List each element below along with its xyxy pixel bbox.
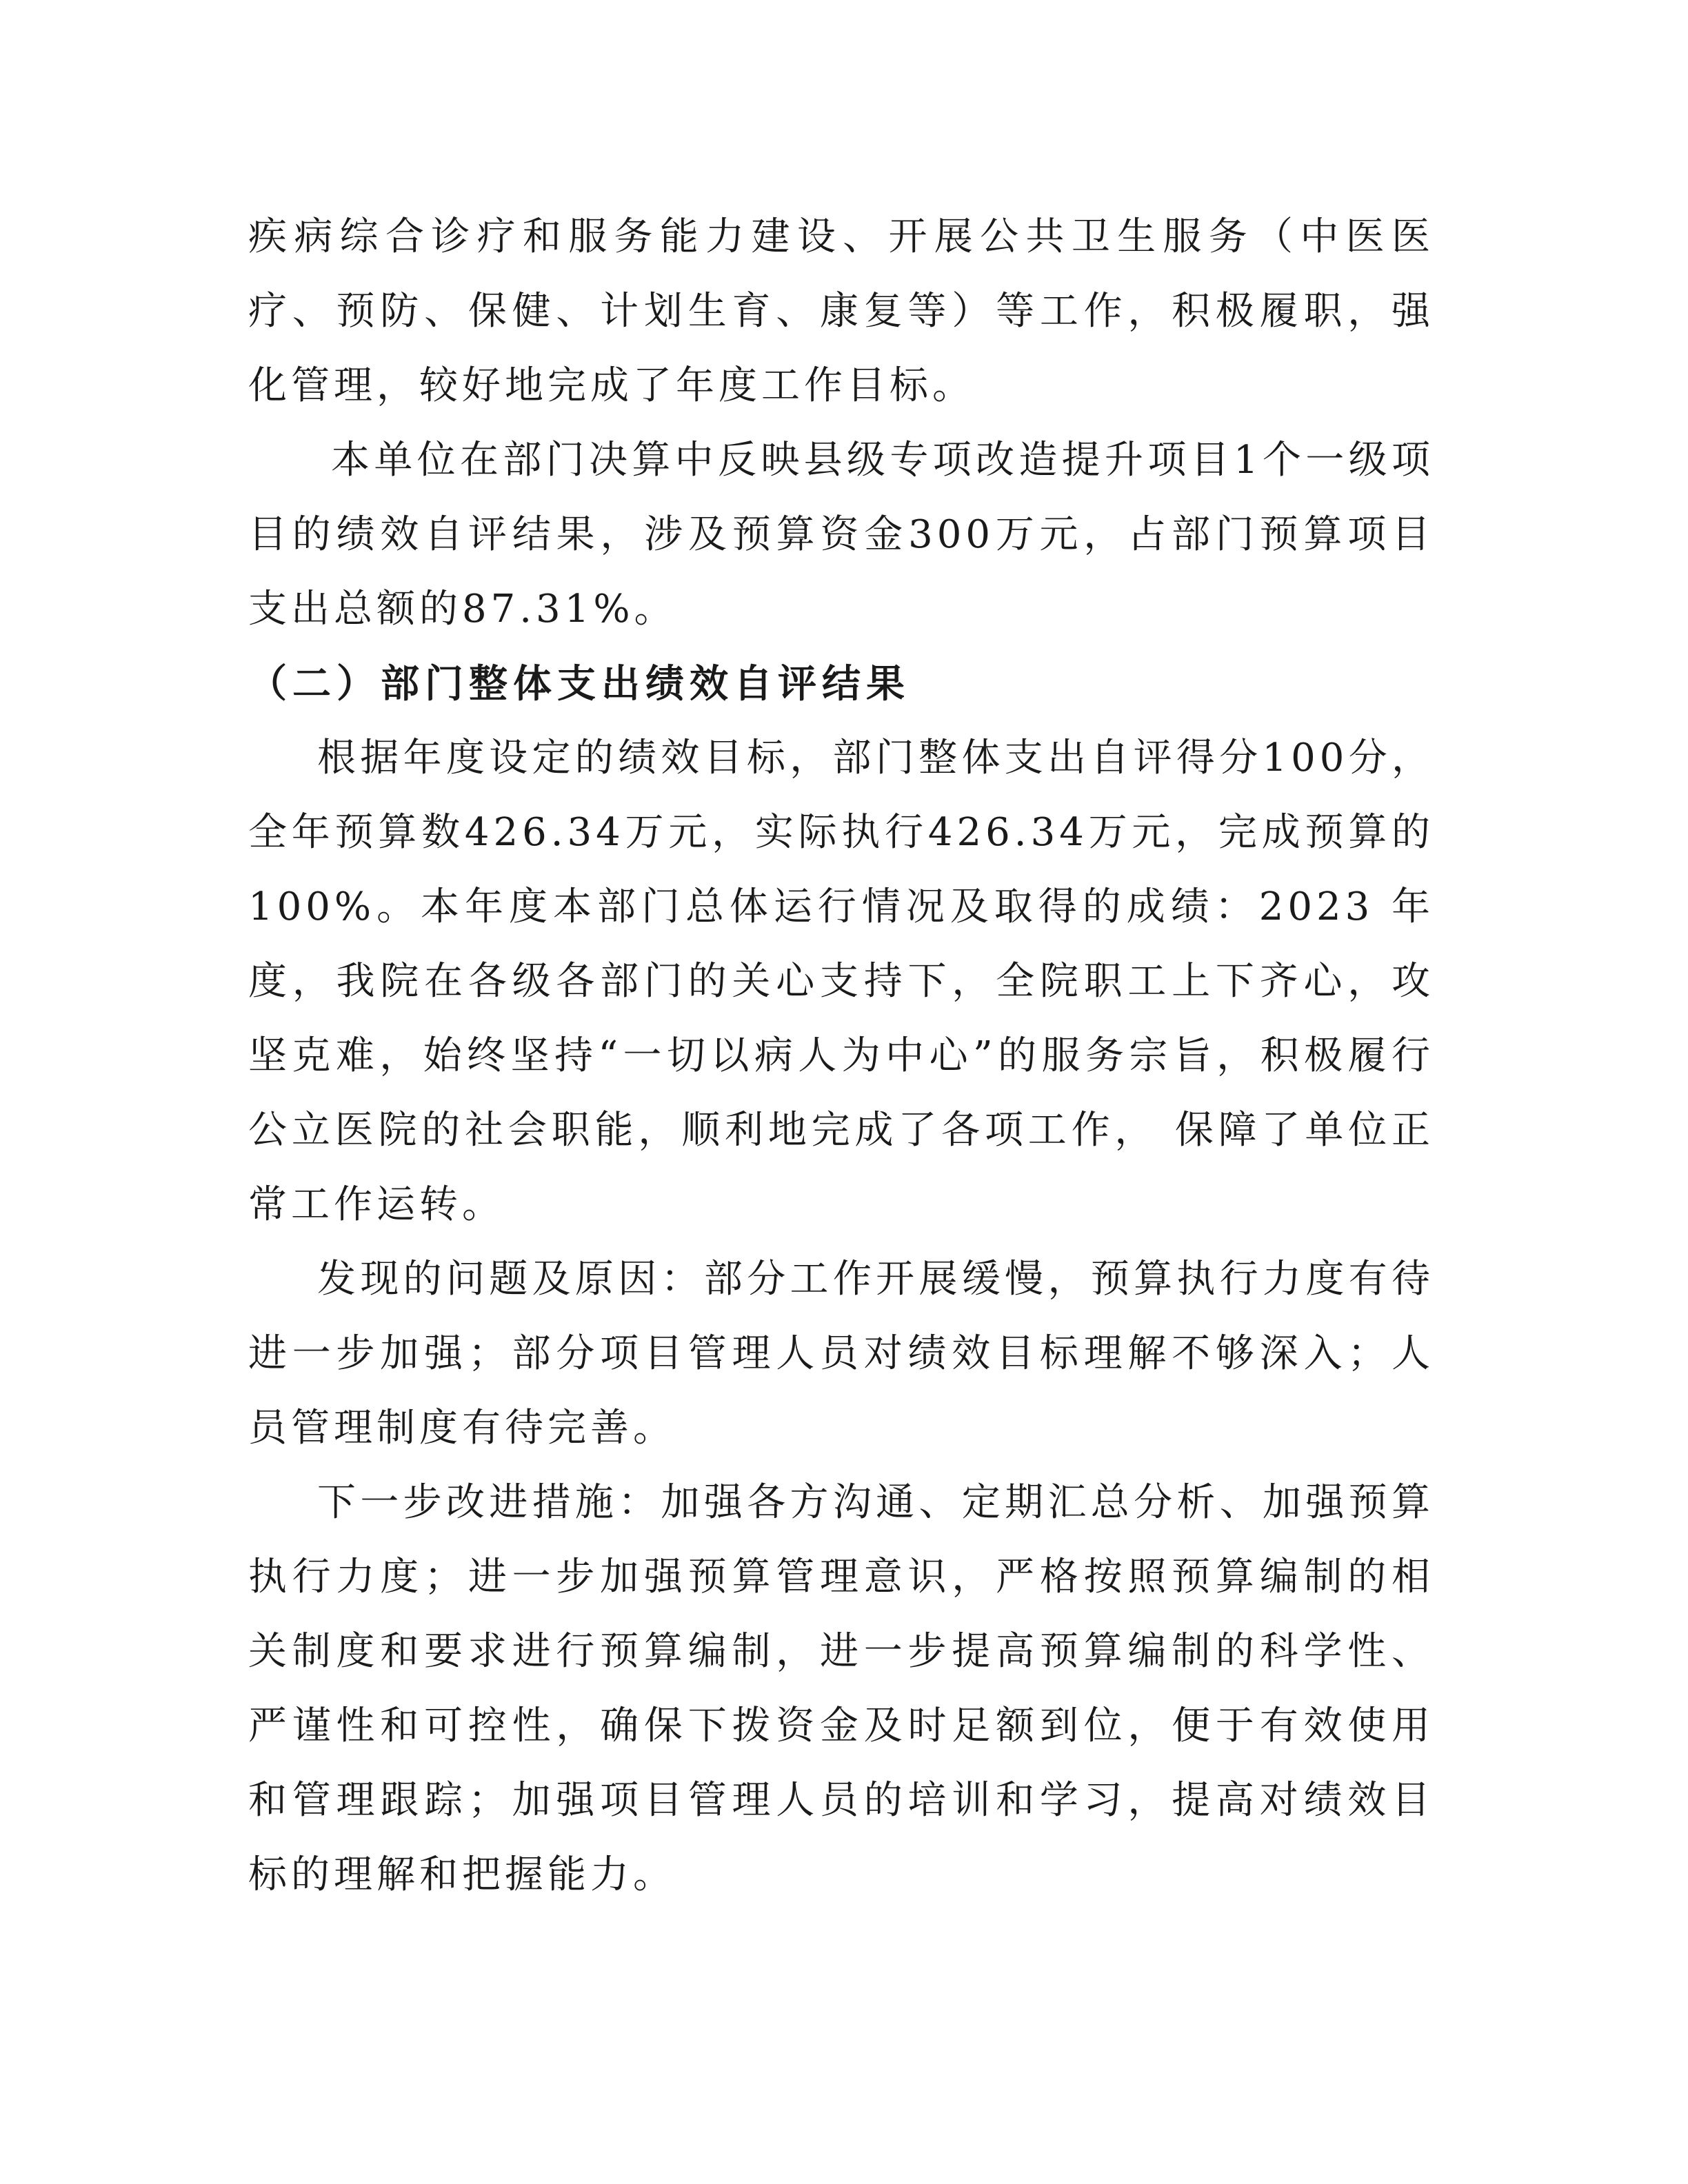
section-heading: （二）部门整体支出绩效自评结果 [248,661,910,707]
paragraph-continued: 疾病综合诊疗和服务能力建设、开展公共卫生服务（中医医疗、预防、保健、计划生育、康复等）等工作，积极履职，强化管理，较好地完成了年度工作目标。 [248,214,1434,408]
paragraph-project-results: 本单位在部门决算中反映县级专项改造提升项目1个一级项目的绩效自评结果，涉及预算资金300万元，占部门预算项目支出总额的87.31%。 [248,438,1434,631]
paragraph-problems: 发现的问题及原因：部分工作开展缓慢，预算执行力度有待进一步加强；部分项目管理人员对绩效目标理解不够深入；人员管理制度有待完善。 [248,1257,1434,1450]
paragraph-overall-results: 根据年度设定的绩效目标，部门整体支出自评得分100分，全年预算数426.34万元，实际执行426.34万元，完成预算的100%。本年度本部门总体运行情况及取得的成绩：2023 年度，我院在各级各部门的关心支持下，全院职工上下齐心，攻坚克难，始终坚持“一切以病人为中心”的服务宗旨，积极履行公立医院的社会职能，顺利地完成了各项工作， 保障了单位正常工作运转。 [248,736,1434,1227]
paragraph-improvements: 下一步改进措施：加强各方沟通、定期汇总分析、加强预算执行力度；进一步加强预算管理意识，严格按照预算编制的相关制度和要求进行预算编制，进一步提高预算编制的科学性、严谨性和可控性，确保下拨资金及时足额到位，便于有效使用和管理跟踪；加强项目管理人员的培训和学习，提高对绩效目标的理解和把握能力。 [248,1480,1434,1897]
document-body [248,200,1434,1912]
